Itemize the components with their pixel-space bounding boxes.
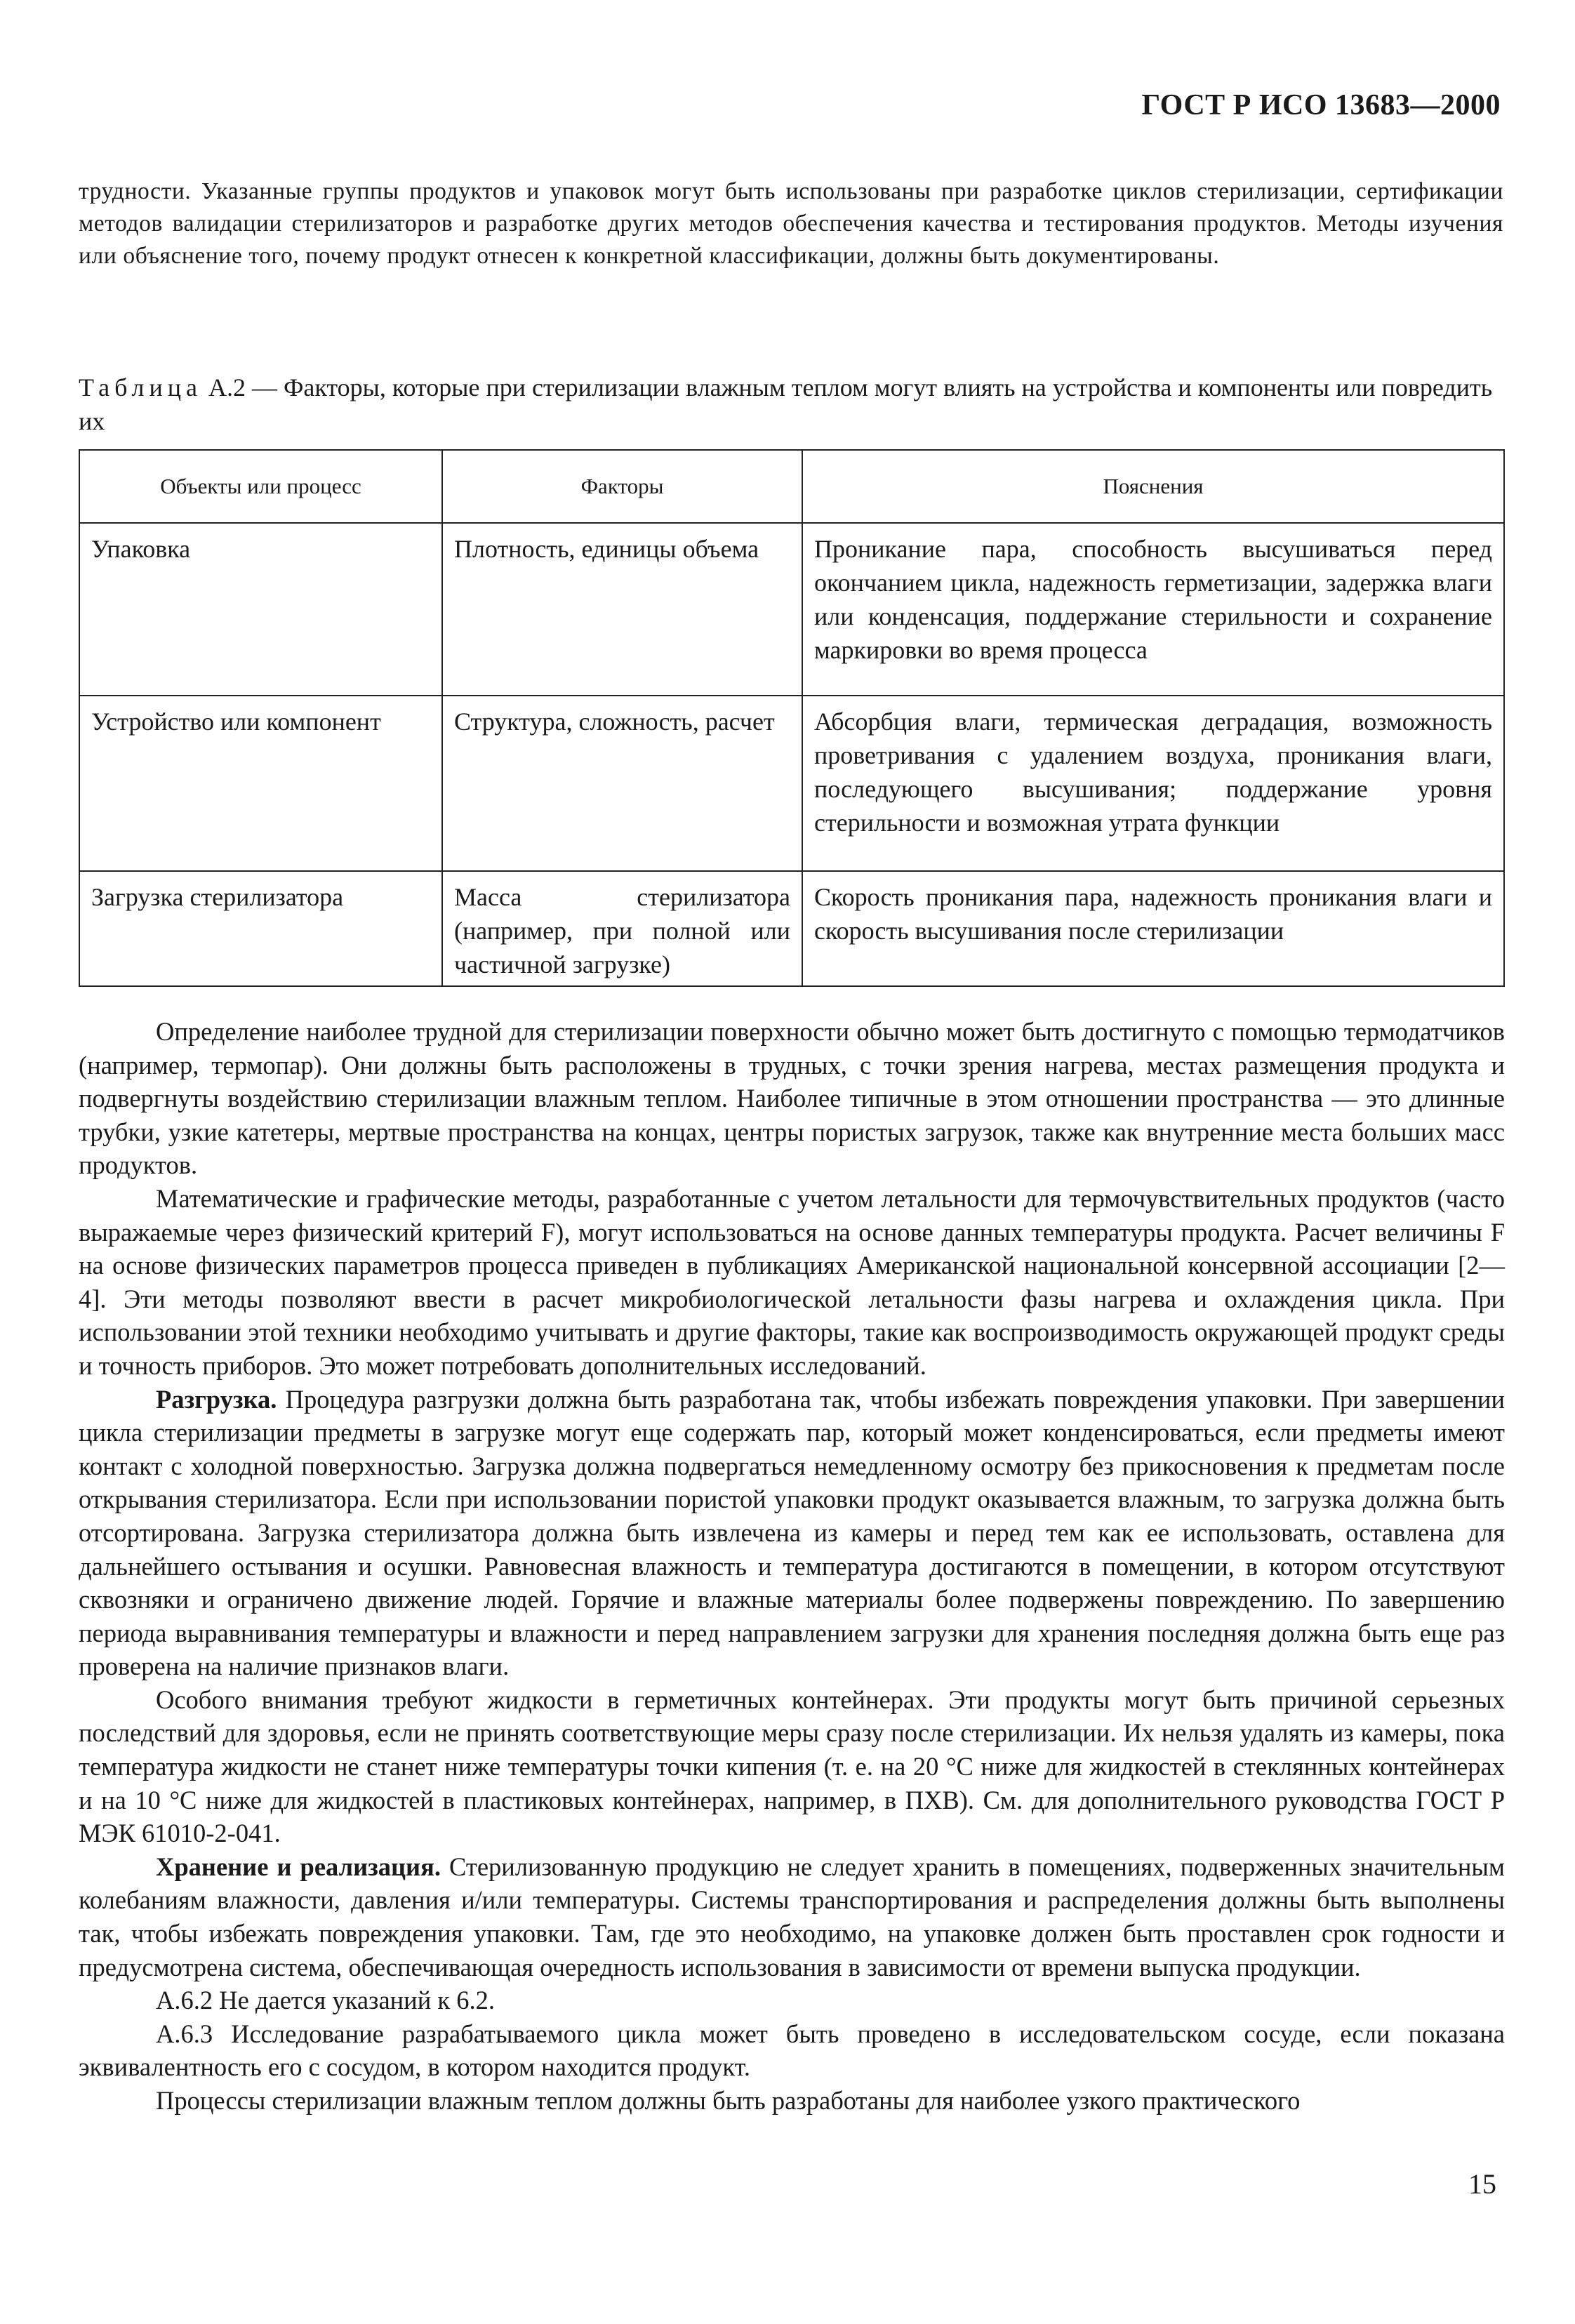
paragraph-text: Стерилизованную продукцию не следует хранить в помещениях, подверженных значительным колебаниям влажности, давления и/или температуры. Системы транспортирования и распределения должны быть выполнены так, чтобы избежать повреждения упаковки. Там, где это необходимо, на упаковке должен быть проставлен срок годности и предусмотрена система, обеспечивающая очередность использования в зависимости от времени выпуска продукции. <box>79 1852 1505 1981</box>
body-text <box>79 1015 1505 2118</box>
paragraph-text: Математические и графические методы, разработанные с учетом летальности для термочувствительных продуктов (часто выражаемые через физический критерий F), могут использоваться на основе данных температуры продукта. Расчет величины F на основе физических параметров процесса приведен в публикациях Американской национальной консервной ассоциации [2—4]. Эти методы позволяют ввести в расчет микробиологической летальности фазы нагрева и охлаждения цикла. При использовании этой техники необходимо учитывать и другие факторы, такие как воспроизводимость окружающей продукт среды и точность приборов. Это может потребовать дополнительных исследований. <box>79 1183 1505 1380</box>
table-row <box>79 523 1504 696</box>
table-cell: Структура, сложность, расчет <box>442 696 802 871</box>
table-row <box>79 696 1504 871</box>
table-header-cell: Объекты или процесс <box>79 450 442 523</box>
paragraph <box>79 1850 1505 1984</box>
table-caption <box>79 371 1503 438</box>
paragraph-text: Определение наиболее трудной для стерилизации поверхности обычно может быть достигнуто с помощью термодатчиков (например, термопар). Они должны быть расположены в трудных, с точки зрения нагрева, местах размещения продукта и подвергнуты воздействию стерилизации влажным теплом. Наиболее типичные в этом отношении пространства — это длинные трубки, узкие катетеры, мертвые пространства на концах, центры пористых загрузок, также как внутренние места больших масс продуктов. <box>79 1017 1505 1180</box>
document-code-header: ГОСТ Р ИСО 13683—2000 <box>1141 89 1501 121</box>
paragraph-text: А.6.2 Не дается указаний к 6.2. <box>156 1986 495 2015</box>
paragraph-text: Процессы стерилизации влажным теплом должны быть разработаны для наиболее узкого практического <box>156 2086 1301 2115</box>
paragraph-text: А.6.3 Исследование разрабатываемого цикла может быть проведено в исследовательском сосуде, если показана эквивалентность его с сосудом, в котором находится продукт. <box>79 2019 1505 2082</box>
table-cell: Проникание пара, способность высушиваться перед окончанием цикла, надежность герметизации, задержка влаги или конденсация, поддержание стерильности и сохранение маркировки во время процесса <box>802 523 1504 696</box>
paragraph <box>79 1182 1505 1383</box>
table-caption-label: Таблица <box>79 373 202 401</box>
table-header-cell: Пояснения <box>802 450 1504 523</box>
table-cell: Плотность, единицы объема <box>442 523 802 696</box>
table-cell: Упаковка <box>79 523 442 696</box>
paragraph <box>79 1683 1505 1850</box>
page-number: 15 <box>1468 2168 1496 2200</box>
paragraph-text: Особого внимания требуют жидкости в герметичных контейнерах. Эти продукты могут быть причиной серьезных последствий для здоровья, если не принять соответствующие меры сразу после стерилизации. Их нельзя удалять из камеры, пока температура жидкости не станет ниже температуры точки кипения (т. е. на 20 °С ниже для жидкостей в стеклянных контейнерах и на 10 °С ниже для жидкостей в пластиковых контейнерах, например, в ПХВ). См. для дополнительного руководства ГОСТ Р МЭК 61010-2-041. <box>79 1685 1505 1848</box>
paragraph-heading: Хранение и реализация. <box>156 1852 441 1881</box>
paragraph <box>79 2017 1505 2084</box>
factors-table <box>79 449 1505 987</box>
paragraph <box>79 2084 1505 2118</box>
table-cell: Масса стерилизатора (например, при полной или частичной загрузке) <box>442 871 802 986</box>
paragraph-text: Процедура разгрузки должна быть разработана так, чтобы избежать повреждения упаковки. При завершении цикла стерилизации предметы в загрузке могут еще содержать пар, который может конденсироваться, если предметы имеют контакт с холодной поверхностью. Загрузка должна подвергаться немедленному осмотру без прикосновения к предметам после открывания стерилизатора. Если при использовании пористой упаковки продукт оказывается влажным, то загрузка должна быть отсортирована. Загрузка стерилизатора должна быть извлечена из камеры и перед тем как ее использовать, оставлена для дальнейшего остывания и осушки. Равновесная влажность и температура достигаются в помещении, в котором отсутствуют сквозняки и ограничено движение людей. Горячие и влажные материалы более подвержены повреждению. По завершению периода выравнивания температуры и влажности и перед направлением загрузки для хранения последняя должна быть еще раз проверена на наличие признаков влаги. <box>79 1384 1505 1681</box>
table-header-cell: Факторы <box>442 450 802 523</box>
table-caption-text: А.2 — Факторы, которые при стерилизации влажным теплом могут влиять на устройства и компоненты или повредить их <box>79 373 1493 435</box>
intro-paragraph: трудности. Указанные группы продуктов и упаковок могут быть использованы при разработке циклов стерилизации, сертификации методов валидации стерилизаторов и разработке других методов обеспечения качества и тестирования продуктов. Методы изучения или объяснение того, почему продукт отнесен к конкретной классификации, должны быть документированы. <box>79 178 1503 269</box>
table-cell: Скорость проникания пара, надежность проникания влаги и скорость высушивания после стерилизации <box>802 871 1504 986</box>
table-cell: Загрузка стерилизатора <box>79 871 442 986</box>
table-cell: Абсорбция влаги, термическая деградация, возможность проветривания с удалением воздуха, проникания влаги, последующего высушивания; поддержание уровня стерильности и возможная утрата функции <box>802 696 1504 871</box>
paragraph <box>79 1984 1505 2017</box>
table-row <box>79 871 1504 986</box>
table-cell: Устройство или компонент <box>79 696 442 871</box>
paragraph-heading: Разгрузка. <box>156 1384 277 1414</box>
paragraph <box>79 1383 1505 1683</box>
table-header-row <box>79 450 1504 523</box>
paragraph <box>79 1015 1505 1182</box>
